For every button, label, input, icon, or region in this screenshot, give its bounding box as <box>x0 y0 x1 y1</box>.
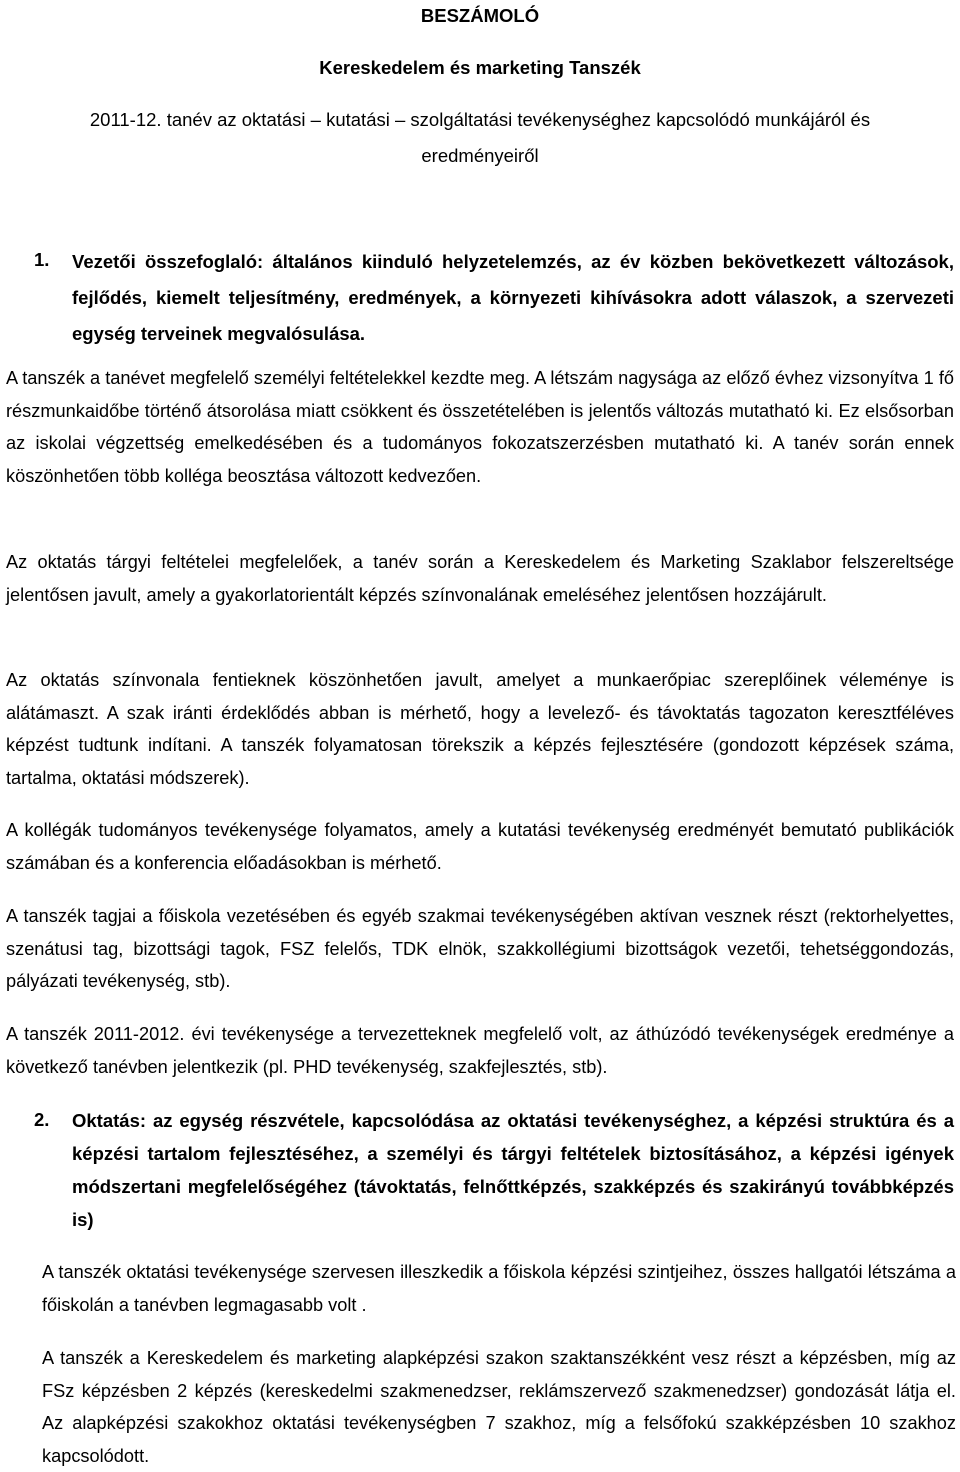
section-1-heading: Vezetői összefoglaló: általános kiinduló helyzetelemzés, az év közben bekövetkezett változások, fejlődés, kiemelt teljesítmény, eredmények, a környezeti kihívásokra adott válaszok, a szervezeti egység terveinek megvalósulása. <box>72 251 954 344</box>
subtitle-line-1: 2011-12. tanév az oktatási – kutatási – szolgáltatási tevékenységhez kapcsolódó munkájáról és <box>89 109 871 130</box>
section-1-number: 1. <box>34 249 50 270</box>
section-1-paragraph: A tanszék tagjai a főiskola vezetésében és egyéb szakmai tevékenységében aktívan vesznek részt (rektorhelyettes, szenátusi tag, bizottsági tagok, FSZ felelős, TDK elnök, szakkollégiumi bizottságok vezetői, tehetséggondozás, pályázati tevékenység, stb). <box>6 906 954 991</box>
section-2-heading: Oktatás: az egység részvétele, kapcsolódása az oktatási tevékenységhez, a képzési struktúra és a képzési tartalom fejlesztéséhez, a személyi és tárgyi feltételek biztosításához, a képzési igények módszertani megfelelőségéhez (távoktatás, felnőttképzés, szakképzés és szakirányú továbbképzés is) <box>72 1110 954 1230</box>
department-name: Kereskedelem és marketing Tanszék <box>319 57 641 78</box>
section-2-number: 2. <box>34 1109 50 1130</box>
section-1-paragraph: Az oktatás színvonala fentieknek köszönhetően javult, amelyet a munkaerőpiac szereplőinek véleménye is alátámaszt. A szak iránti érdeklődés abban is mérhető, hogy a levelező- és távoktatás tagozaton keresztféléves képzést tudtunk indítani. A tanszék folyamatosan törekszik a képzés fejlesztésére (gondozott képzések száma, tartalma, oktatási módszerek). <box>6 670 954 788</box>
document-title: BESZÁMOLÓ <box>420 5 540 26</box>
section-2-paragraph: A tanszék a Kereskedelem és marketing alapképzési szakon szaktanszékként vesz részt a képzésben, míg az FSz képzésben 2 képzés (kereskedelmi szakmenedzser, reklámszervező szakmenedzser) gondozását látja el. Az alapképzési szakokhoz oktatási tevékenységben 7 szakhoz, míg a felsőfokú szakképzésben 10 szakhoz kapcsolódott. <box>42 1348 956 1466</box>
section-2-paragraph: A tanszék oktatási tevékenysége szervesen illeszkedik a főiskola képzési szintjeihez, összes hallgatói létszáma a főiskolán a tanévben legmagasabb volt . <box>42 1262 956 1315</box>
section-1-paragraph: A kollégák tudományos tevékenysége folyamatos, amely a kutatási tevékenység eredményét bemutató publikációk számában és a konferencia előadásokban is mérhető. <box>6 820 954 873</box>
section-1-paragraph: Az oktatás tárgyi feltételei megfelelőek, a tanév során a Kereskedelem és Marketing Szaklabor felszereltsége jelentősen javult, amely a gyakorlatorientált képzés színvonalának emeléséhez jelentősen hozzájárult. <box>6 552 954 605</box>
section-1-paragraph: A tanszék 2011-2012. évi tevékenysége a tervezetteknek megfelelő volt, az áthúzódó tevékenységek eredménye a következő tanévben jelentkezik (pl. PHD tevékenység, szakfejlesztés, stb). <box>6 1024 954 1077</box>
subtitle-line-2: eredményeiről <box>421 145 539 166</box>
section-1-paragraph: A tanszék a tanévet megfelelő személyi feltételekkel kezdte meg. A létszám nagysága az előző évhez vizsonyítva 1 fő részmunkaidőbe történő átsorolása miatt csökkent és összetételében is jelentős változás mutatható ki. Ez elsősorban az iskolai végzettség emelkedésében és a tudományos fokozatszerzésben mutatható ki. A tanév során ennek köszönhetően több kolléga beosztása változott kedvezően. <box>6 368 954 486</box>
